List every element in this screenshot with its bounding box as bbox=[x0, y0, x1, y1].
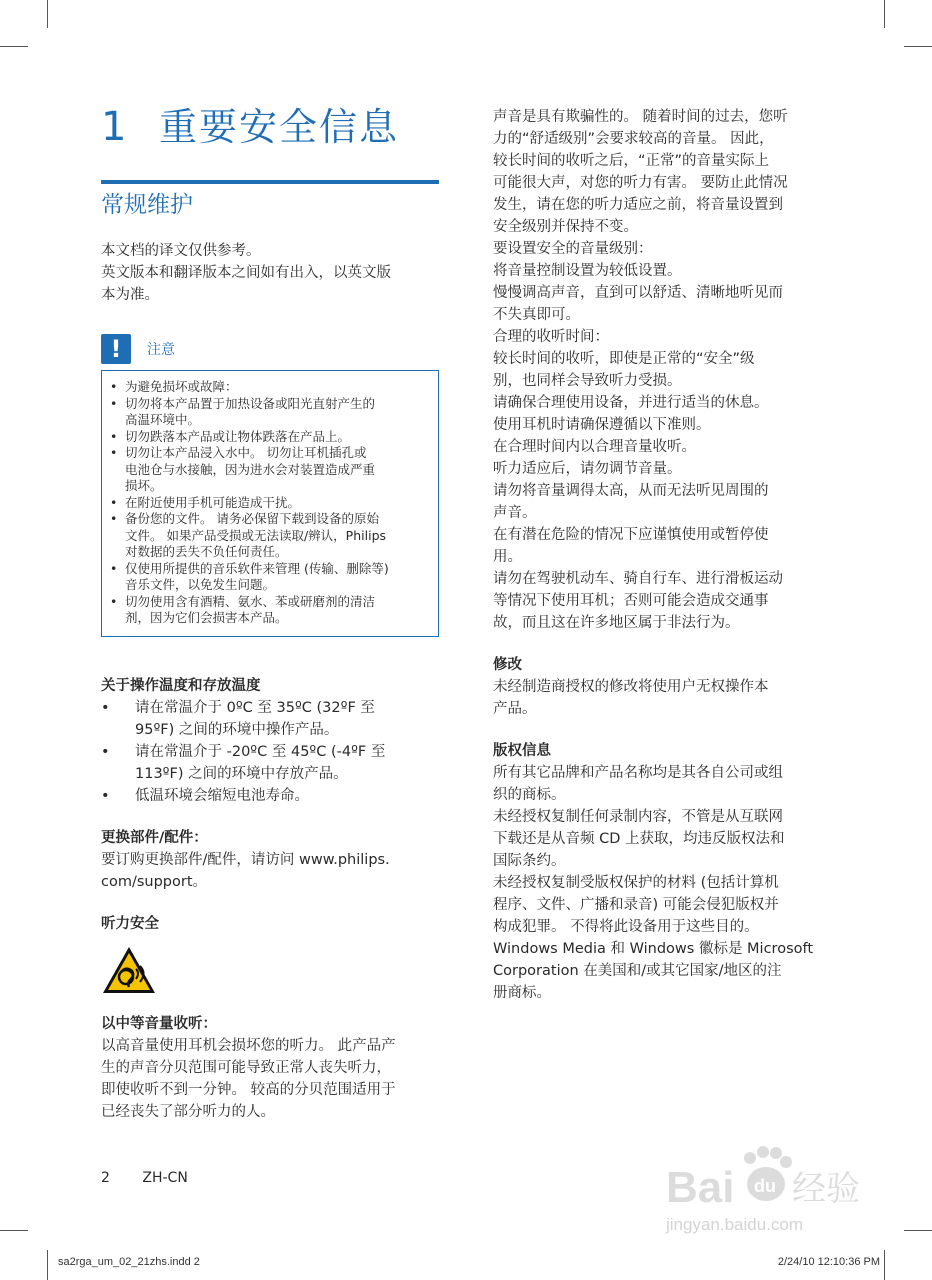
crop-mark bbox=[904, 46, 932, 47]
copyright-paragraph bbox=[493, 806, 838, 872]
bullet: • bbox=[110, 560, 118, 576]
note-item-line: 为避免损坏或故障： bbox=[125, 379, 238, 394]
crop-mark bbox=[884, 0, 885, 28]
note-item-text bbox=[125, 379, 238, 396]
temperature-heading: 关于操作温度和存放温度 bbox=[101, 677, 261, 694]
modification-line: 未经制造商授权的修改将使用户无权操作本 bbox=[493, 679, 769, 695]
copyright-line: 构成犯罪。 不得将此设备用于这些目的。 bbox=[493, 919, 759, 935]
copyright-line: 织的商标。 bbox=[493, 787, 566, 803]
copyright-paragraph bbox=[493, 938, 838, 1004]
paragraph-line: 在合理时间内以合理音量收听。 bbox=[493, 439, 696, 455]
note-item-line: 损坏。 bbox=[125, 478, 163, 493]
note-list-item bbox=[110, 561, 430, 594]
copyright-line: 国际条约。 bbox=[493, 853, 566, 869]
copyright-line: 下载还是从音频 CD 上获取，均违反版权法和 bbox=[493, 831, 785, 847]
temperature-list-item bbox=[101, 741, 441, 785]
note-box bbox=[101, 370, 439, 637]
note-list-item bbox=[110, 379, 430, 396]
print-timestamp: 2/24/10 12:10:36 PM bbox=[777, 1256, 880, 1268]
watermark-paw-text: du bbox=[754, 1176, 776, 1196]
bullet: • bbox=[110, 395, 118, 411]
paragraph-line: 在有潜在危险的情况下应谨慎使用或暂停使 bbox=[493, 527, 769, 543]
left-column bbox=[101, 100, 441, 1123]
copyright-line: 未经授权复制受版权保护的材料 (包括计算机 bbox=[493, 875, 779, 891]
temperature-list-item bbox=[101, 697, 441, 741]
temperature-item-text bbox=[135, 785, 309, 807]
copyright-paragraph bbox=[493, 872, 838, 938]
temperature-list bbox=[101, 697, 441, 807]
bullet: • bbox=[101, 699, 110, 716]
temperature-item-line: 请在常温介于 -20ºC 至 45ºC (-4ºF 至 bbox=[135, 743, 386, 760]
language-code: ZH-CN bbox=[142, 1170, 188, 1186]
paragraph-line: 请勿将音量调得太高，从而无法听见周围的 bbox=[493, 483, 769, 499]
copyright-line: 所有其它品牌和产品名称均是其各自公司或组 bbox=[493, 765, 783, 781]
note-item-line: 文件。 如果产品受损或无法读取/辨认，Philips bbox=[125, 527, 387, 543]
hearing-line: 生的声音分贝范围可能导致正常人丧失听力， bbox=[101, 1059, 391, 1076]
crop-mark bbox=[0, 1230, 28, 1231]
intro-line: 英文版本和翻译版本之间如有出入，以英文版 bbox=[101, 265, 391, 281]
paragraph bbox=[493, 326, 838, 348]
temperature-item-text bbox=[135, 697, 375, 741]
section-title: 常规维护 bbox=[101, 192, 193, 218]
watermark-cn: 经验 bbox=[792, 1169, 860, 1209]
note-item-line: 电池仓与水接触，因为进水会对装置造成严重 bbox=[125, 461, 376, 477]
copyright-heading: 版权信息 bbox=[493, 743, 551, 759]
bullet: • bbox=[110, 428, 118, 444]
page-number: 2 bbox=[101, 1170, 110, 1186]
note-item-line: 切勿将本产品置于加热设备或阳光直射产生的 bbox=[125, 395, 376, 411]
note-list-item bbox=[110, 396, 430, 429]
chapter-title: 重要安全信息 bbox=[159, 105, 400, 149]
paragraph bbox=[493, 238, 838, 260]
watermark-brand: Bai bbox=[666, 1163, 735, 1212]
watermark-url: jingyan.baidu.com bbox=[666, 1215, 804, 1234]
paragraph-line: 声音。 bbox=[493, 505, 537, 521]
copyright-line: 程序、文件、广播和录音) 可能会侵犯版权并 bbox=[493, 897, 779, 913]
paragraph bbox=[493, 568, 838, 634]
copyright-paragraph bbox=[493, 762, 838, 806]
paragraph-line: 较长时间的收听，即使是正常的“安全”级 bbox=[493, 351, 755, 367]
note-header bbox=[101, 334, 441, 364]
heading-rule bbox=[101, 180, 439, 184]
modification-line: 产品。 bbox=[493, 701, 537, 717]
paragraph-line: 力的“舒适级别”会要求较高的音量。 因此， bbox=[493, 131, 774, 147]
paragraph bbox=[493, 348, 838, 392]
intro-line: 本文档的译文仅供参考。 bbox=[101, 243, 261, 259]
hearing-subheading: 以中等音量收听： bbox=[101, 1015, 217, 1032]
paragraph-line: 较长时间的收听之后，“正常”的音量实际上 bbox=[493, 153, 770, 169]
paragraph-line: 将音量控制设置为较低设置。 bbox=[493, 263, 682, 279]
note-list-item bbox=[110, 445, 430, 495]
paragraph-line: 发生，请在您的听力适应之前，将音量设置到 bbox=[493, 197, 783, 213]
note-item-line: 切勿跌落本产品或让物体跌落在产品上。 bbox=[125, 428, 351, 444]
paragraph bbox=[493, 260, 838, 282]
bullet: • bbox=[110, 445, 118, 460]
note-item-line: 剂，因为它们会损害本产品。 bbox=[125, 610, 288, 625]
page-footer bbox=[101, 1170, 188, 1186]
copyright-line: Corporation 在美国和/或其它国家/地区的注 bbox=[493, 963, 782, 979]
chapter-number: 1 bbox=[101, 104, 127, 150]
note-item-line: 切勿让本产品浸入水中。 切勿让耳机插孔或 bbox=[125, 445, 367, 460]
paragraph-line: 请勿在驾驶机动车、骑自行车、进行滑板运动 bbox=[493, 571, 783, 587]
paragraph bbox=[493, 480, 838, 524]
exclamation-icon: ! bbox=[101, 334, 131, 364]
note-item-text bbox=[125, 561, 389, 594]
bullet: • bbox=[110, 494, 118, 510]
note-item-line: 在附近使用手机可能造成干扰。 bbox=[125, 494, 301, 510]
paragraph-line: 安全级别并保持不变。 bbox=[493, 219, 638, 235]
paragraph-line: 合理的收听时间： bbox=[493, 329, 609, 345]
note-item-text bbox=[125, 396, 375, 429]
paragraph-line: 不失真即可。 bbox=[493, 307, 580, 323]
modification-heading: 修改 bbox=[493, 657, 522, 673]
temperature-item-text bbox=[135, 741, 385, 785]
paragraph bbox=[493, 414, 838, 436]
temperature-item-line: 低温环境会缩短电池寿命。 bbox=[135, 787, 309, 804]
hearing-line: 以高音量使用耳机会损坏您的听力。 此产品产 bbox=[101, 1037, 396, 1054]
bullet: • bbox=[101, 787, 110, 804]
note-item-text bbox=[125, 511, 386, 561]
hearing-continued bbox=[493, 106, 838, 634]
bullet: • bbox=[110, 379, 118, 394]
copyright-body bbox=[493, 762, 838, 1004]
paragraph bbox=[493, 106, 838, 238]
paragraph bbox=[493, 524, 838, 568]
parts-heading: 更换部件/配件： bbox=[101, 829, 208, 846]
paragraph-line: 声音是具有欺骗性的。 随着时间的过去，您听 bbox=[493, 109, 788, 125]
note-list-item bbox=[110, 594, 430, 627]
bullet: • bbox=[101, 743, 110, 760]
note-item-text bbox=[125, 445, 375, 495]
crop-mark bbox=[904, 1230, 932, 1231]
paragraph-line: 听力适应后，请勿调节音量。 bbox=[493, 461, 682, 477]
right-column bbox=[493, 106, 838, 1004]
note-label: 注意 bbox=[147, 342, 175, 358]
paragraph-line: 使用耳机时请确保遵循以下准则。 bbox=[493, 417, 711, 433]
crop-mark bbox=[47, 1250, 48, 1280]
print-file-name: sa2rga_um_02_21zhs.indd 2 bbox=[58, 1256, 200, 1268]
paragraph-line: 请确保合理使用设备，并进行适当的休息。 bbox=[493, 395, 769, 411]
hearing-warning-icon bbox=[101, 945, 157, 995]
paragraph bbox=[493, 436, 838, 458]
baidu-watermark bbox=[660, 1140, 880, 1240]
crop-mark bbox=[0, 46, 28, 47]
copyright-line: Windows Media 和 Windows 徽标是 Microsoft bbox=[493, 941, 814, 957]
note-item-line: 仅使用所提供的音乐软件来管理 (传输、删除等) bbox=[125, 560, 389, 576]
parts-line: 要订购更换部件/配件，请访问 www.philips. bbox=[101, 851, 390, 868]
crop-mark bbox=[47, 0, 48, 28]
paragraph-line: 要设置安全的音量级别： bbox=[493, 241, 653, 257]
note-item-line: 备份您的文件。 请务必保留下载到设备的原始 bbox=[125, 511, 379, 526]
copyright-line: 未经授权复制任何录制内容，不管是从互联网 bbox=[493, 809, 783, 825]
note-list-item bbox=[110, 429, 430, 446]
parts-line: com/support。 bbox=[101, 873, 208, 890]
temperature-item-line: 请在常温介于 0ºC 至 35ºC (32ºF 至 bbox=[135, 699, 375, 716]
paragraph-line: 等情况下使用耳机；否则可能会造成交通事 bbox=[493, 593, 769, 609]
paragraph-line: 用。 bbox=[493, 549, 522, 565]
note-item-text bbox=[125, 594, 375, 627]
note-item-line: 切勿使用含有酒精、氨水、苯或研磨剂的清洁 bbox=[125, 593, 376, 609]
temperature-list-item bbox=[101, 785, 441, 807]
intro-line: 本为准。 bbox=[101, 287, 159, 303]
paragraph bbox=[493, 282, 838, 326]
temperature-item-line: 95ºF) 之间的环境中操作产品。 bbox=[135, 721, 339, 738]
copyright-line: 册商标。 bbox=[493, 985, 551, 1001]
note-list-item bbox=[110, 495, 430, 512]
note-item-text bbox=[125, 495, 300, 512]
hearing-line: 已经丧失了部分听力的人。 bbox=[101, 1103, 275, 1120]
hearing-line: 即使收听不到一分钟。 较高的分贝范围适用于 bbox=[101, 1081, 396, 1098]
paragraph bbox=[493, 392, 838, 414]
note-item-line: 高温环境中。 bbox=[125, 412, 201, 427]
bullet: • bbox=[110, 593, 118, 609]
paragraph-line: 别，也同样会导致听力受损。 bbox=[493, 373, 682, 389]
paragraph-line: 故，而且这在许多地区属于非法行为。 bbox=[493, 615, 740, 631]
note-list-item bbox=[110, 511, 430, 561]
bullet: • bbox=[110, 511, 118, 526]
crop-mark bbox=[884, 1250, 885, 1280]
paragraph bbox=[493, 458, 838, 480]
chapter-heading bbox=[101, 100, 441, 154]
temperature-item-line: 113ºF) 之间的环境中存放产品。 bbox=[135, 765, 348, 782]
note-item-text bbox=[125, 429, 350, 446]
intro-paragraph bbox=[101, 240, 441, 306]
hearing-heading: 听力安全 bbox=[101, 915, 159, 932]
note-item-line: 音乐文件，以免发生问题。 bbox=[125, 577, 276, 592]
paragraph-line: 慢慢调高声音，直到可以舒适、清晰地听见而 bbox=[493, 285, 783, 301]
note-item-line: 对数据的丢失不负任何责任。 bbox=[125, 544, 288, 559]
paragraph-line: 可能很大声，对您的听力有害。 要防止此情况 bbox=[493, 175, 788, 191]
